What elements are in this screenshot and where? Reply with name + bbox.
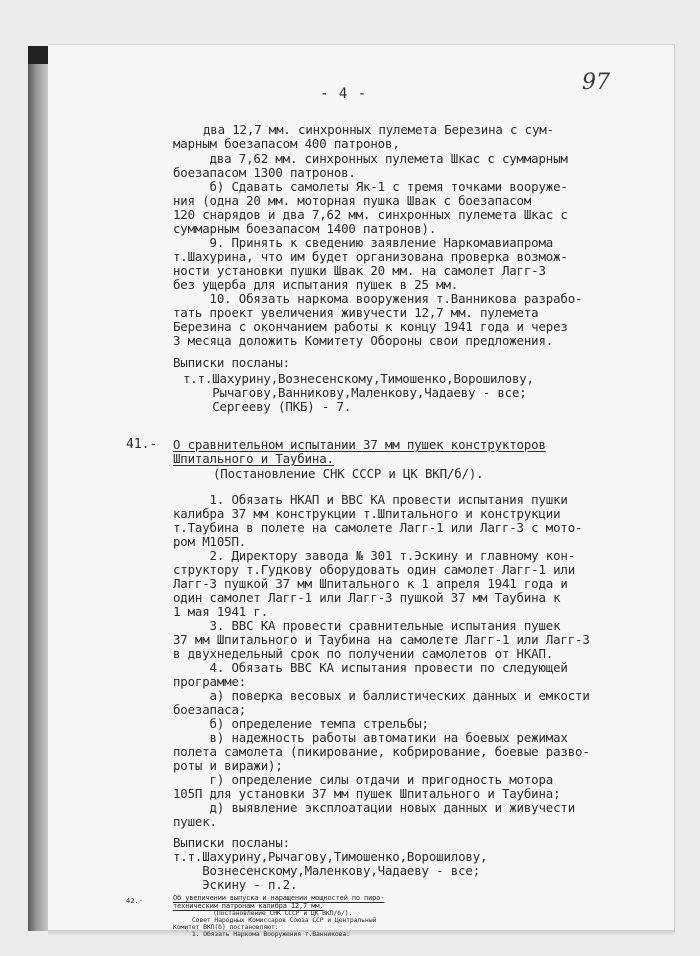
section-number: 42.- [126, 897, 143, 905]
resolution-note: (Постановление СНК СССР и ЦК ВКП/б/). [213, 909, 353, 917]
distribution-line: Сергееву (ПКБ) - 7. [183, 399, 352, 414]
intro-line: ния (одна 20 мм. моторная пушка Швак с боезапасом [173, 193, 532, 208]
body-line: 1. Обязать Наркома Вооружения т.Ванникова: [173, 930, 350, 938]
body-line: 2. Директору завода № 301 т.Эскину и главному кон- [173, 548, 576, 563]
page-bottom-shadow [48, 930, 674, 936]
intro-line: 120 снарядов и два 7,62 мм. синхронных пулемета Шкас с [173, 207, 568, 222]
intro-line: тать проект увеличения живучести 12,7 мм. пулемета [173, 305, 539, 320]
section-title: О сравнительном испытании 37 мм пушек конструкторов [173, 437, 546, 452]
body-line: боезапаса; [173, 702, 247, 717]
body-line: Комитет ВКП(б) постановляют: [173, 923, 279, 931]
body-line: б) определение темпа стрельбы; [173, 716, 429, 731]
intro-line: 3 месяца доложить Комитету Обороны свои предложения. [173, 333, 554, 348]
body-line: 105П для установки 37 мм пушек Шпитального и Таубина; [173, 786, 561, 801]
intro-line: б) Сдавать самолеты Як-1 с тремя точками вооруже- [173, 179, 568, 194]
body-line: 1. Обязать НКАП и ВВС КА провести испытания пушки [173, 492, 568, 507]
distribution-line: Рычагову,Ванникову,Маленкову,Чадаеву - все; [183, 385, 527, 400]
body-line: г) определение силы отдачи и пригодность мотора [173, 772, 554, 787]
body-line: пушек. [173, 814, 217, 829]
distribution-line: т.т.Шахурину,Вознесенскому,Тимошенко,Ворошилову, [183, 371, 534, 386]
body-line: Лагг-3 пушкой 37 мм Шпитального к 1 апреля 1941 года и [173, 576, 568, 591]
section-title: техническим патронам калибра 12,7 мм. [173, 902, 324, 910]
section-title: Об увеличении выпуска и наращении мощностей по пиро- [173, 894, 385, 902]
intro-line: Березина с окончанием работы к концу 1941 года и через [173, 319, 568, 334]
body-line: в двухнедельный срок по получении самолетов от НКАП. [173, 646, 554, 661]
binding-shadow [28, 46, 50, 931]
body-line: роты и виражи); [173, 758, 283, 773]
distribution-heading: Выписки посланы: [173, 835, 290, 850]
section-number: 41.- [126, 437, 158, 452]
intro-line: без ущерба для испытания пушек в 25 мм. [173, 277, 459, 292]
intro-line: суммарным боезапасом 1400 патронов). [173, 221, 437, 236]
section-title: Шпитального и Таубина. [173, 451, 334, 466]
body-line: в) надежность работы автоматики на боевых режимах [173, 730, 568, 745]
distribution-heading: Выписки посланы: [173, 355, 290, 370]
body-line: 4. Обязать ВВС КА испытания провести по следующей [173, 660, 568, 675]
body-line: д) выявление эксплоатации новых данных и живучести [173, 800, 576, 815]
handwritten-folio-number: 97 [582, 70, 610, 95]
body-line: 1 мая 1941 г. [173, 604, 269, 619]
intro-line: два 7,62 мм. синхронных пулемета Шкас с суммарным [173, 151, 568, 166]
intro-line: марным боезапасом 400 патронов, [173, 136, 400, 151]
body-line: Совет Народных Комиссаров Союза ССР и Центральный [173, 916, 377, 924]
intro-line: 10. Обязать наркома вооружения т.Ванникова разрабо- [173, 291, 583, 306]
body-line: полета самолета (пикирование, кобрирование, боевые разво- [173, 744, 590, 759]
body-line: т.Таубина в полете на самолете Лагг-1 или Лагг-3 с мото- [173, 520, 583, 535]
body-line: структору т.Гудкову оборудовать один самолет Лагг-1 или [173, 562, 576, 577]
binding-corner [28, 46, 48, 64]
intro-line: ности установки пушки Швак 20 мм. на самолет Лагг-3 [173, 263, 546, 278]
body-line: один самолет Лагг-1 или Лагг-3 пушкой 37 мм Таубина к [173, 590, 561, 605]
distribution-line: т.т.Шахурину,Рычагову,Тимошенко,Ворошилову, [173, 849, 488, 864]
distribution-line: Эскину - п.2. [173, 877, 298, 892]
distribution-line: Вознесенскому,Маленкову,Чадаеву - все; [173, 863, 481, 878]
resolution-note: (Постановление СНК СССР и ЦК ВКП/б/). [213, 466, 484, 481]
body-line: 3. ВВС КА провести сравнительные испытания пушек [173, 618, 561, 633]
body-line: ром М105П. [173, 534, 247, 549]
body-line: программе: [173, 674, 247, 689]
body-line: калибра 37 мм конструкции т.Шпитального и конструкции [173, 506, 561, 521]
intro-line: боезапасом 1300 патронов. [173, 165, 356, 180]
intro-line: два 12,7 мм. синхронных пулемета Березина с сум- [203, 122, 554, 137]
intro-line: т.Шахурина, что им будет организована проверка возмож- [173, 249, 568, 264]
body-line: а) поверка весовых и баллистических данных и емкости [173, 688, 590, 703]
page-number: - 4 - [320, 86, 368, 102]
body-line: 37 мм Шпитального и Таубина на самолете Лагг-1 или Лагг-3 [173, 632, 590, 647]
intro-line: 9. Принять к сведению заявление Наркомавиапрома [173, 235, 554, 250]
